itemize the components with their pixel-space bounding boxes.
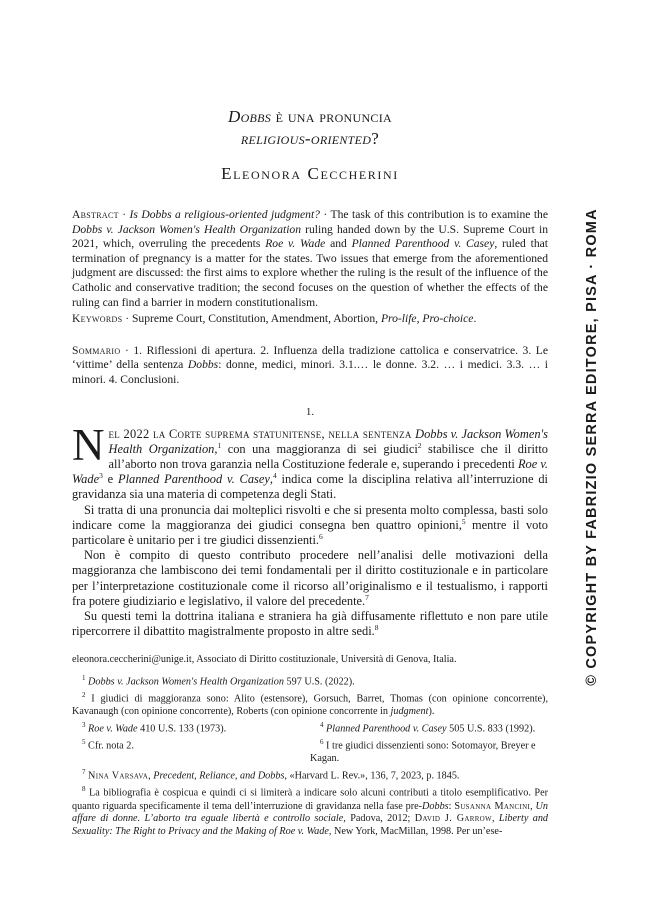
title-italic-dobbs: Dobbs xyxy=(228,107,272,126)
paragraph-4 xyxy=(72,609,548,639)
author-name: Eleonora Ceccherini xyxy=(221,164,399,183)
p1-roe: Roe v. Wade xyxy=(72,456,548,487)
title-italic-religious: religious-oriented xyxy=(240,129,372,148)
summary-label: Sommario xyxy=(72,343,121,357)
footnotes xyxy=(72,654,548,839)
footnote-8-author-2: David J. Garrow xyxy=(414,813,492,825)
title-rest-1: è una pronuncia xyxy=(271,107,392,126)
footnote-ref-8[interactable]: 8 xyxy=(374,623,379,633)
title-line-1 xyxy=(72,106,548,128)
footnote-4 xyxy=(310,719,548,736)
footnote-8-f: , New York, MacMillan, 1998. Per un’ese- xyxy=(328,826,503,838)
abstract-text-1: · The task of this contribution is to examine the xyxy=(319,208,548,221)
footnote-ref-3[interactable]: 3 xyxy=(99,471,103,481)
p1-b: con una maggioranza di sei giudici xyxy=(221,441,418,456)
footnote-3-num: 3 xyxy=(82,720,86,729)
abstract-label: Abstract xyxy=(72,208,119,221)
footnote-8-title-1: Un affare di donne. L’aborto tra eguale libertà e controllo sociale xyxy=(72,800,548,825)
footnote-8-d: , Padova, 2012; xyxy=(343,813,415,825)
body-text xyxy=(72,419,548,640)
drop-cap: N xyxy=(72,419,105,470)
footnote-2-b: ). xyxy=(428,706,435,718)
footnote-ref-6[interactable]: 6 xyxy=(319,531,323,541)
footnote-4-italic: Planned Parenthood v. Casey xyxy=(326,723,447,735)
paragraph-3 xyxy=(72,548,548,609)
abstract-question: Is Dobbs a religious-oriented judgment? xyxy=(129,208,320,221)
p2-b: mentre il voto particolare è unitario per i tre giudici dissenzienti. xyxy=(72,517,548,547)
footnote-2-italic: judgment xyxy=(390,706,429,718)
abstract xyxy=(72,208,548,310)
summary-dobbs: Dobbs xyxy=(187,358,219,372)
footnote-3-rest: 410 U.S. 133 (1973). xyxy=(137,723,227,735)
footnote-7-rest: , «Harvard L. Rev.», 136, 7, 2023, p. 1845. xyxy=(284,770,460,782)
footnote-8-dobbs: Dobbs xyxy=(422,800,449,812)
keywords-label: Keywords xyxy=(72,312,123,326)
p3-a: Non è compito di questo contributo procedere nell’analisi delle motivazioni della maggioranza che lambiscono dei temi fondamentali per il diritto costituzionale e in particolare per l’interpretazione costituzionale come il ricorso all’originalismo e il testualismo, i rapporti fra potere giudiziario e legislativo, il valore del precedente. xyxy=(72,548,548,608)
summary-text-2: : donne, medici, minori. 3.1.… le donne. 3.2. … i medici. 3.3. … i minori. 4. Conclusioni. xyxy=(72,358,549,386)
abstract-sep: · xyxy=(118,208,130,221)
keywords-comma: , xyxy=(416,312,423,326)
paragraph-2 xyxy=(72,503,548,549)
footnote-ref-4[interactable]: 4 xyxy=(272,471,277,481)
footnote-3 xyxy=(72,719,310,736)
footnote-8-c: , xyxy=(530,800,536,812)
footnote-5 xyxy=(72,736,310,766)
footnote-6-num: 6 xyxy=(320,738,324,747)
paragraph-1: Nel 2022 la Corte suprema statunitense, nella sentenza Dobbs v. Jackson Women's Health Organization,$^1$ con una maggioranza di sei giudici$^2$ stabilisce che il diritto all’aborto non trova garanzia nella Costituzione federale e, superando i precedenti Roe v. Wade$^3$ e Planned Parenthood v. Casey,$^4$ indica come la disciplina relativa all’interruzione di gravidanza sia una materia di competenza degli Stati. xyxy=(72,419,548,502)
footnote-7-author: Nina Varsava xyxy=(88,770,149,782)
footnote-1 xyxy=(72,672,548,689)
footnote-6 xyxy=(310,736,548,766)
footnote-8-e: , xyxy=(491,813,499,825)
p1-casey: Planned Parenthood v. Casey xyxy=(118,472,270,487)
p1-d: e xyxy=(102,472,119,487)
footnote-7-comma: , xyxy=(148,770,154,782)
keyword-pro-life: Pro-life xyxy=(380,312,417,326)
keywords-end: . xyxy=(473,312,477,326)
footnote-2-num: 2 xyxy=(82,690,86,699)
footnote-2 xyxy=(72,689,548,719)
summary-text-1: · 1. Riflessioni di apertura. 2. Influenza della tradizione cattolica e conservatrice. 3. Le ‘vittime’ della sentenza xyxy=(72,343,548,372)
p2-a: Si tratta di una pronuncia dai molteplici risvolti e che si presenta molto complessa, basti solo indicare come la maggioranza dei giudici consegna ben quattro opinioni, xyxy=(72,502,548,532)
footnote-6-text: I tre giudici dissenzienti sono: Sotomayor, Breyer e Kagan. xyxy=(310,740,536,765)
footnote-ref-1[interactable]: 1 xyxy=(217,440,222,450)
footnote-ref-5[interactable]: 5 xyxy=(461,516,466,526)
abstract-roe: Roe v. Wade xyxy=(265,237,326,251)
abstract-casey: Planned Parenthood v. Casey xyxy=(351,237,495,251)
footnote-ref-7[interactable]: 7 xyxy=(365,592,369,602)
footnote-row-5-6 xyxy=(72,736,548,766)
abstract-text-3: , ruled that termination of pregnancy is a matter for the states. Two issues that emerge from the aforementioned judgment are discussed: the first aims to explore whether the ruling is the result of the influence of the Catholic and conservative tradition; the second focuses on the question of whether the effects of the ruling can find a barrier in modern constitutionalism. xyxy=(72,237,549,309)
copyright-sidebar xyxy=(583,195,601,699)
footnote-8-num: 8 xyxy=(82,785,86,794)
abstract-and: and xyxy=(325,237,352,251)
p4-a: Su questi temi la dottrina italiana e straniera ha già diffusamente riflettuto e non pare utile ripercorrere il dibattito magistralmente proposto in altre sedi. xyxy=(72,608,548,639)
footnote-7-num: 7 xyxy=(82,768,86,777)
summary xyxy=(72,344,548,388)
keyword-pro-choice: Pro-choice xyxy=(422,312,474,326)
abstract-text-2: ruling handed down by the U.S. Supreme Court in 2021, which, overruling the precedents xyxy=(72,222,548,251)
p1-a: el 2022 la Corte suprema statunitense, nella sentenza xyxy=(108,426,416,441)
footnote-2-a: I giudici di maggioranza sono: Alito (estensore), Gorsuch, Barret, Thomas (con opinione concorrente), Kavanaugh (con opinione concorrente), Roberts (con opinione concorrente in xyxy=(72,693,548,718)
section-number: 1. xyxy=(305,405,315,418)
footnote-4-num: 4 xyxy=(320,720,324,729)
copyright-text: © COPYRIGHT BY FABRIZIO SERRA EDITORE, PISA · ROMA xyxy=(584,208,600,686)
footnote-4-rest: 505 U.S. 833 (1992). xyxy=(446,723,536,735)
footnote-8-a: La bibliografia è cospicua e quindi ci si limiterà a indicare solo alcuni contributi a titolo esemplificativo. Per quanto riguarda specificamente il tema dell’interruzione di gravidanza nella fase pre- xyxy=(72,787,548,812)
footnote-ref-2[interactable]: 2 xyxy=(417,440,422,450)
p1-case: Dobbs v. Jackson Women's Health Organization xyxy=(108,426,548,456)
footnote-5-text: Cfr. nota 2. xyxy=(85,740,134,752)
article-page xyxy=(72,0,548,639)
footnote-7 xyxy=(72,766,548,783)
footnote-1-italic: Dobbs v. Jackson Women's Health Organization xyxy=(88,676,284,688)
article-title xyxy=(72,106,548,150)
footnote-5-num: 5 xyxy=(82,738,86,747)
footnote-8-author-1: Susanna Mancini xyxy=(454,800,531,812)
footnote-8-b: : xyxy=(448,800,455,812)
footnote-row-3-4 xyxy=(72,719,548,736)
title-line-2 xyxy=(72,128,548,150)
author-affiliation: eleonora.ceccherini@unige.it, Associato di Diritto costituzionale, Università di Genova, Italia. xyxy=(72,654,457,665)
footnote-8 xyxy=(72,783,548,839)
footnote-7-italic: Precedent, Reliance, and Dobbs xyxy=(153,770,285,782)
footnote-8-title-2: Liberty and Sexuality: The Right to Privacy and the Making of Roe v. Wade xyxy=(72,813,549,838)
title-rest-2: ? xyxy=(371,129,380,148)
footnote-1-rest: 597 U.S. (2022). xyxy=(283,676,355,688)
abstract-case: Dobbs v. Jackson Women's Health Organization xyxy=(72,222,302,236)
p1-c: stabilisce che il diritto all’aborto non trova garanzia nella Costituzione federale e, superando i precedenti xyxy=(108,441,548,471)
p1-e: indica come la disciplina relativa all’interruzione di gravidanza sia una materia di competenza degli Stati. xyxy=(72,472,548,502)
footnote-3-italic: Roe v. Wade xyxy=(88,723,138,735)
keywords xyxy=(72,312,548,327)
footnote-1-num: 1 xyxy=(82,673,86,682)
keywords-text: · Supreme Court, Constitution, Amendment, Abortion, xyxy=(122,312,381,326)
